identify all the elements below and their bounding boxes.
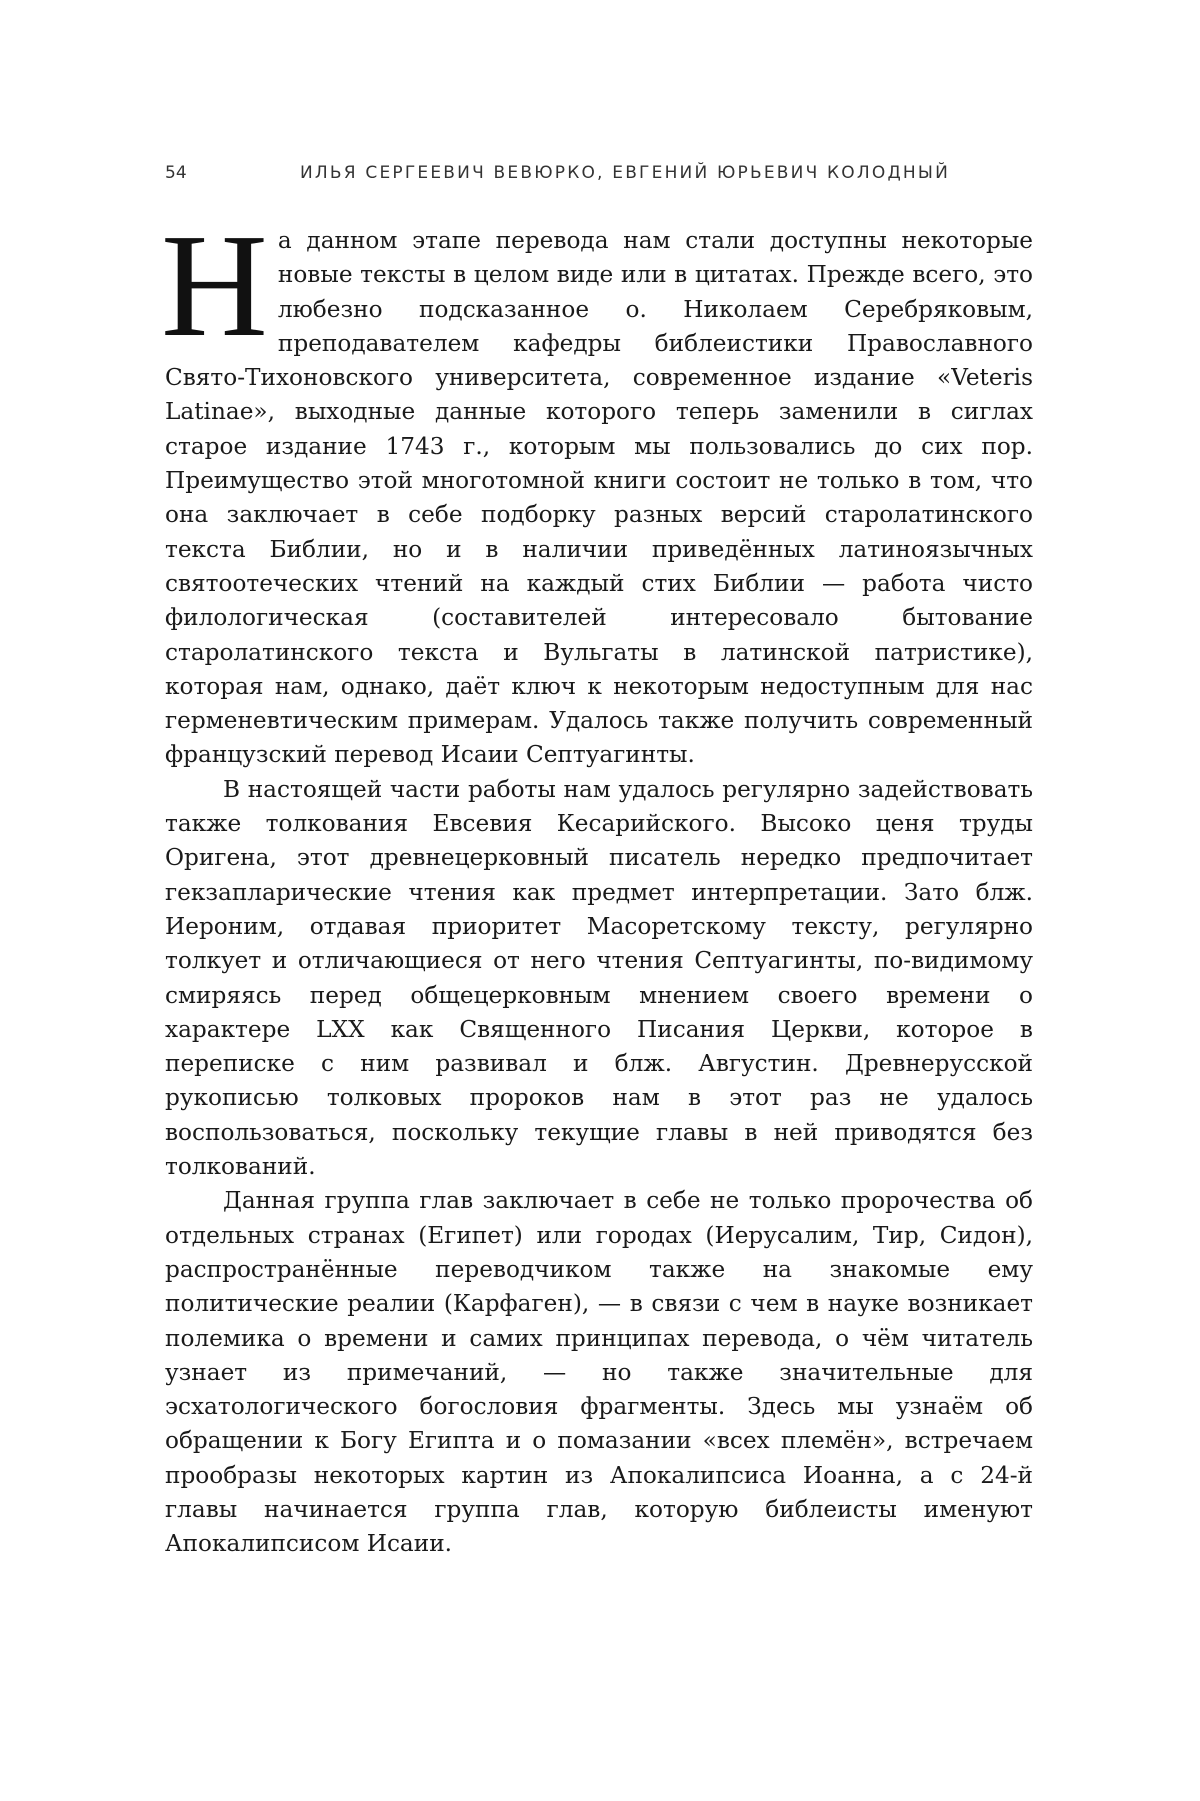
paragraph-1-text: а данном этапе перевода нам стали доступны некоторые новые тексты в целом виде или в цитатах. Прежде всего, это любезно подсказанное о. Николаем Серебряковым, преподавателем кафедры библеистики Православного Свято-Тихоновского университета, современное издание «Veteris Latinae», выходные данные которого теперь заменили в сиглах старое издание 1743 г., которым мы пользовались до сих пор. Преимущество этой многотомной книги состоит не только в том, что она заключает в себе подборку разных версий старолатинского текста Библии, но и в наличии приведённых латиноязычных святоотеческих чтений на каждый стих Библии — работа чисто филологическая (составителей интересовало бытование старолатинского текста и Вульгаты в латинской патристике), которая нам, однако, даёт ключ к некоторым недоступным для нас герменевтическим примерам. Удалось также получить современный французский перевод Исаии Септуагинты. — [165, 227, 1033, 769]
paragraph-2: В настоящей части работы нам удалось регулярно задействовать также толкования Евсевия Кесарийского. Высоко ценя труды Оригена, этот древнецерковный писатель нередко предпочитает гекзапларические чтения как предмет интерпретации. Зато блж. Иероним, отдавая приоритет Масоретскому тексту, регулярно толкует и отличающиеся от него чтения Септуагинты, по-видимому смиряясь перед общецерковным мнением своего времени о характере LXX как Священного Писания Церкви, которое в переписке с ним развивал и блж. Августин. Древнерусской рукописью толковых пророков нам в этот раз не удалось воспользоваться, поскольку текущие главы в ней приводятся без толкований. — [165, 775, 1033, 1181]
body-text — [161, 204, 1033, 1562]
paragraph-3: Данная группа глав заключает в себе не только пророчества об отдельных странах (Египет) или городах (Иерусалим, Тир, Сидон), распространённые переводчиком также на знакомые ему политические реалии (Карфаген), — в связи с чем в науке возникает полемика о времени и самих принципах перевода, о чём читатель узнает из примечаний, — но также значительные для эсхатологического богословия фрагменты. Здесь мы узнаём об обращении к Богу Египта и о помазании «всех племён», встречаем прообразы некоторых картин из Апокалипсиса Иоанна, а с 24-й главы начинается группа глав, которую библеисты именуют Апокалипсисом Исаии. — [165, 1187, 1033, 1558]
drop-cap: Н — [161, 204, 268, 368]
running-title: ИЛЬЯ СЕРГЕЕВИЧ ВЕВЮРКО, ЕВГЕНИЙ ЮРЬЕВИЧ КОЛОДНЫЙ — [300, 163, 951, 183]
paragraph-1 — [161, 204, 1033, 773]
page-number: 54 — [165, 163, 187, 183]
